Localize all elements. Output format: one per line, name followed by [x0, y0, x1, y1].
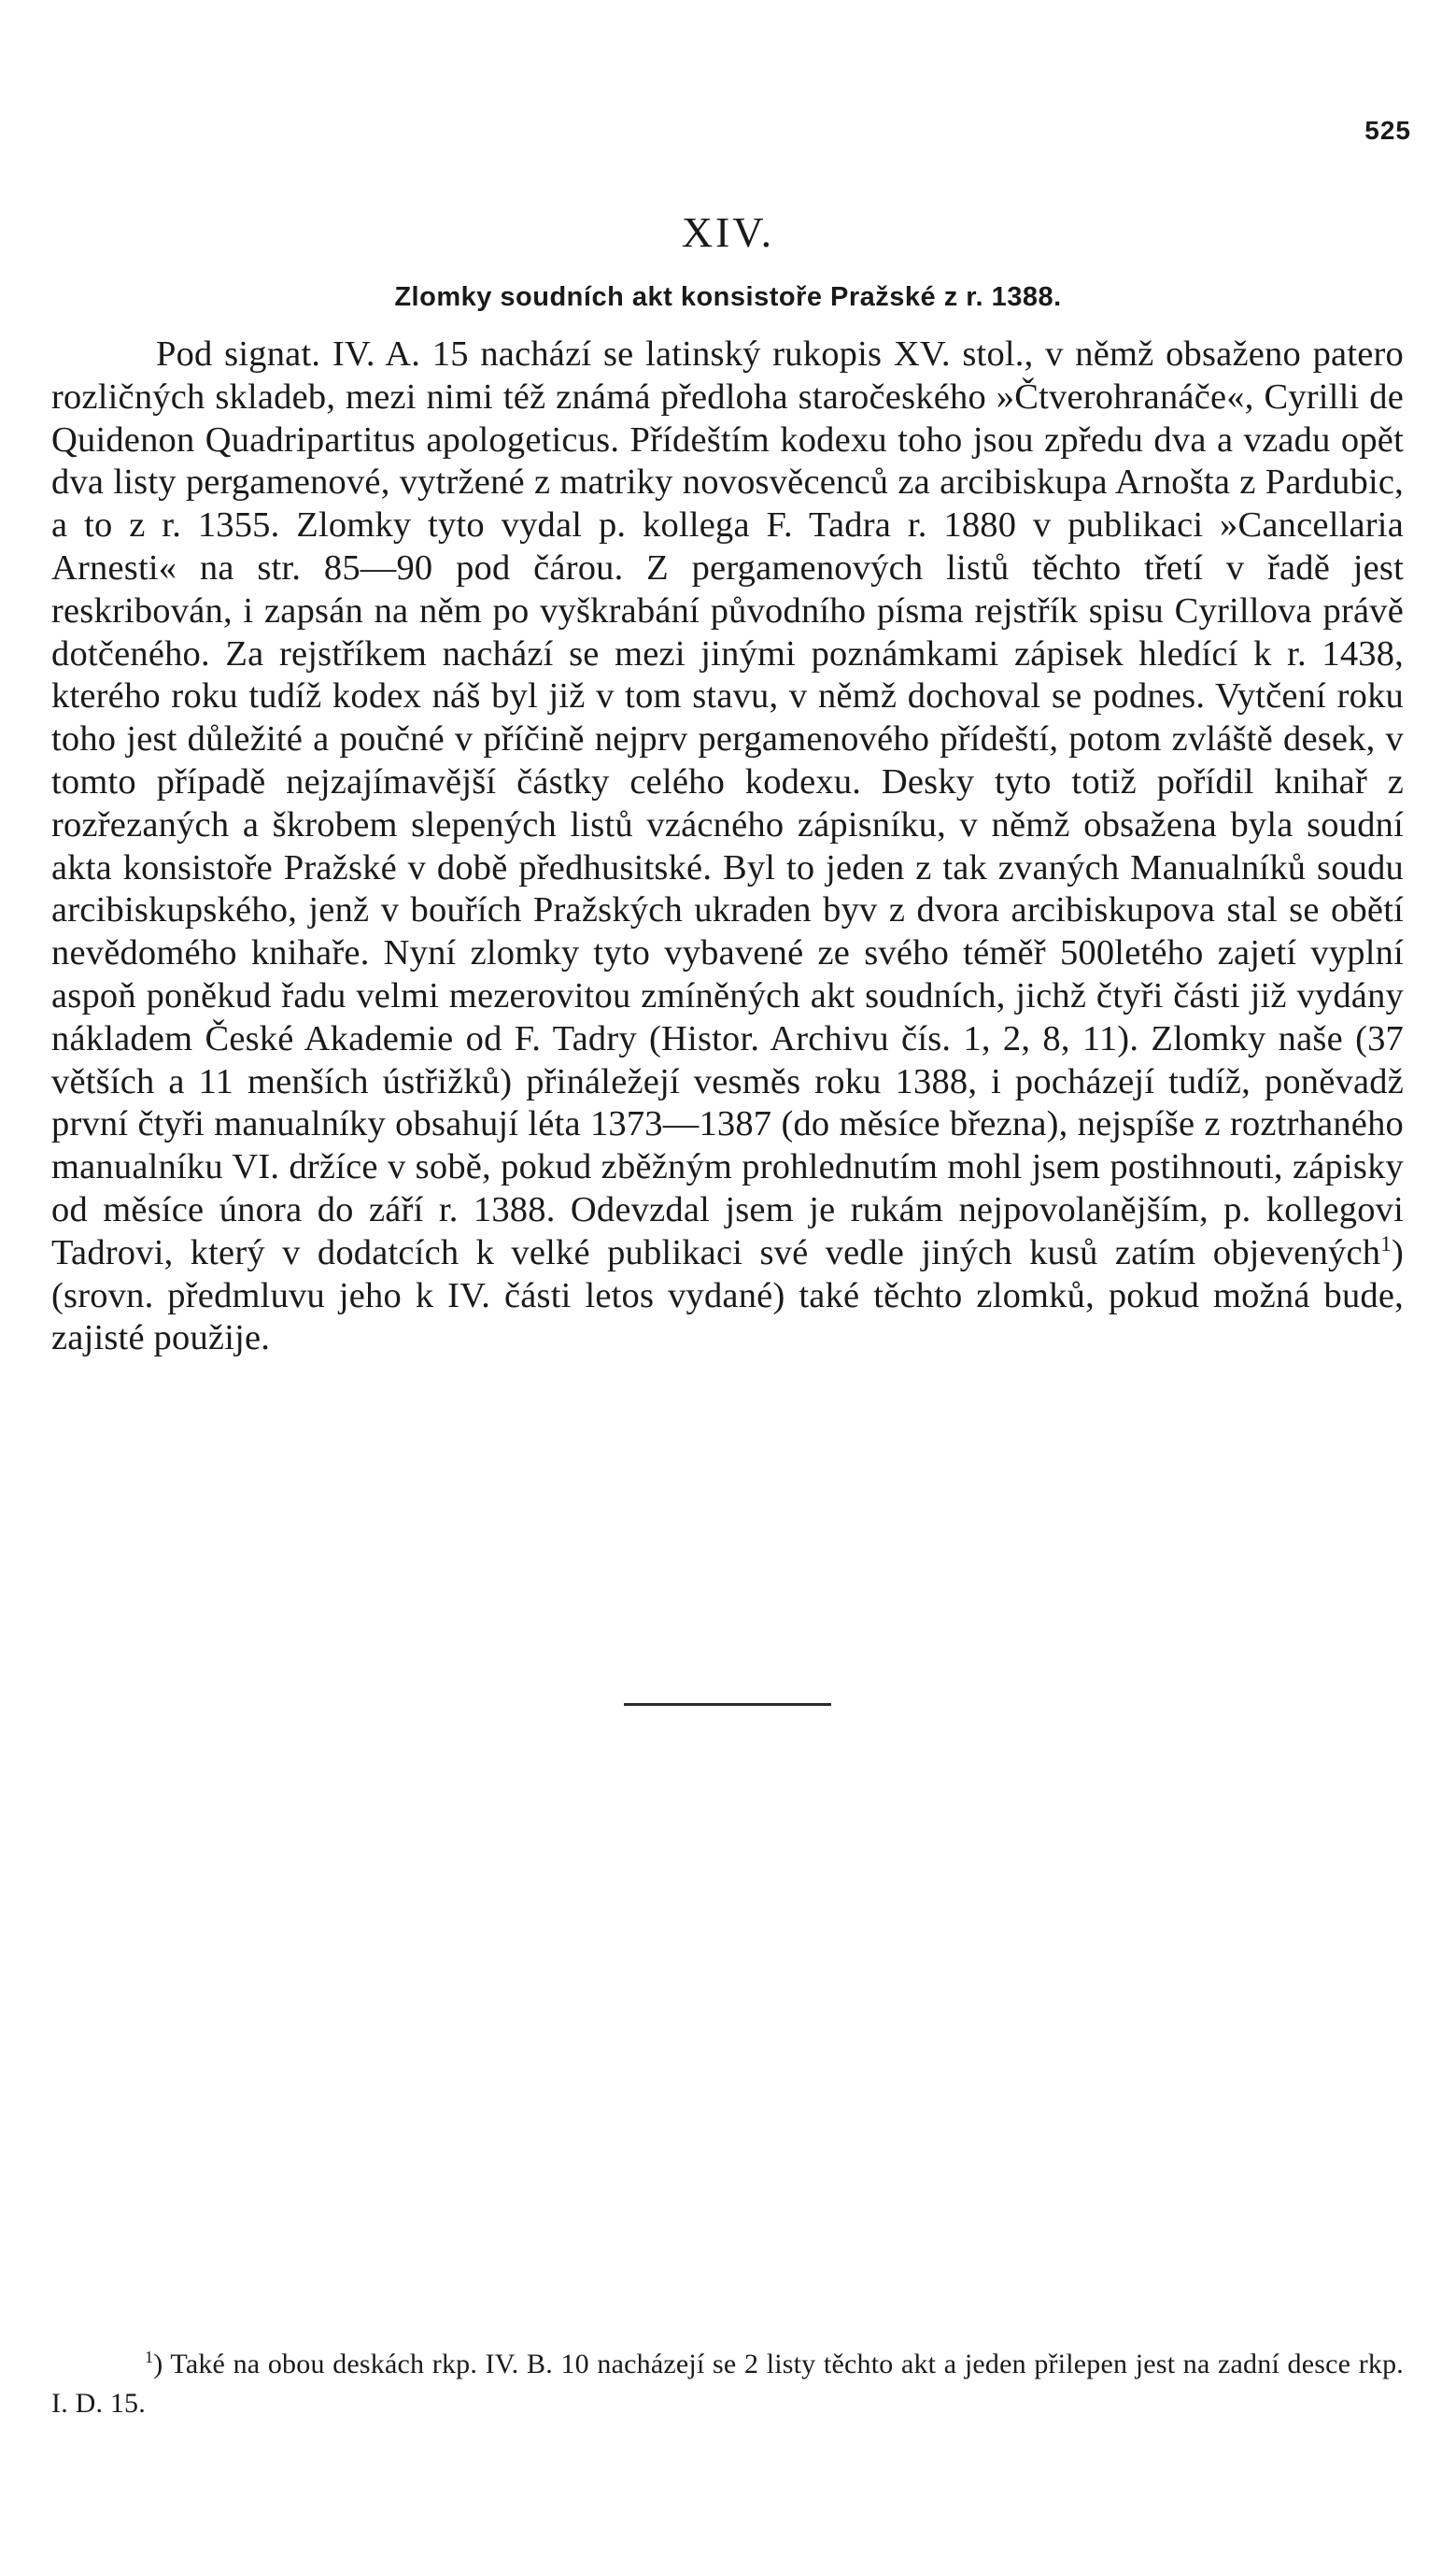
footnote-text: ) Také na obou deskách rkp. IV. B. 10 nacházejí se 2 listy těchto akt a jeden přilepen jest na zadní desce rkp. I. D. 15. [51, 2349, 1404, 2419]
body-text-part-2: ) (srovn. předmluvu jeho k IV. části letos vydané) také těchto zlomků, pokud možná bude, zajisté použije. [51, 1232, 1404, 1358]
chapter-title: Zlomky soudních akt konsistoře Pražské z r. 1388. [394, 282, 1062, 312]
footnote-separator [624, 1703, 831, 1706]
footnote [51, 2345, 1404, 2423]
body-text-part-1: Pod signat. IV. A. 15 nachází se latinský rukopis XV. stol., v němž obsaženo patero rozličných skladeb, mezi nimi též známá předloha staročeského »Čtverohranáče«, Cyrilli de Quidenon Quadripartitus apologeticus. Přídeštím kodexu toho jsou zpředu dva a vzadu opět dva listy pergamenové, vytržené z matriky novosvěcenců za arcibiskupa Arnošta z Pardubic, a to z r. 1355. Zlomky tyto vydal p. kollega F. Tadra r. 1880 v publikaci »Cancellaria Arnesti« na str. 85—90 pod čárou. Z pergamenových listů těchto třetí v řadě jest reskribován, i zapsán na něm po vyškrabání původního písma rejstřík spisu Cyrillova právě dotčeného. Za rejstříkem nachází se mezi jinými poznámkami zápisek hledící k r. 1438, kterého roku tudíž kodex náš byl již v tom stavu, v němž dochoval se podnes. Vytčení roku toho jest důležité a poučné v příčině nejprv pergamenového přídeští, potom zvláště desek, v tomto případě nejzajímavější částky celého kodexu. Desky tyto totiž pořídil knihař z rozřezaných a škrobem slepených listů vzácného zápisníku, v němž obsažena byla soudní akta konsistoře Pražské v době předhusitské. Byl to jeden z tak zvaných Manualníků soudu arcibiskupského, jenž v bouřích Pražských ukraden byv z dvora arcibiskupova stal se obětí nevědomého knihaře. Nyní zlomky tyto vybavené ze svého téměř 500letého zajetí vyplní aspoň poněkud řadu velmi mezerovitou zmíněných akt soudních, jichž čtyři části již vydány nákladem České Akademie od F. Tadry (Histor. Archivu čís. 1, 2, 8, 11). Zlomky naše (37 větších a 11 menších ústřižků) přináležejí vesměs roku 1388, i pocházejí tudíž, poněvadž první čtyři manualníky obsahují léta 1373—1387 (do měsíce března), nejspíše z roztrhaného manualníku VI. držíce v sobě, pokud zběžným prohlednutím mohl jsem postihnouti, zápisky od měsíce února do září r. 1388. Odevzdal jsem je rukám nejpovolanějším, p. kollegovi Tadrovi, který v dodatcích k velké publikaci své vedle jiných kusů zatím objevených [51, 334, 1404, 1272]
footnote-marker: 1 [145, 2348, 154, 2366]
chapter-numeral: XIV. [681, 208, 775, 256]
page-number: 525 [1364, 116, 1411, 145]
body-paragraph [51, 334, 1404, 1360]
footnote-reference[interactable]: 1 [1380, 1230, 1392, 1256]
